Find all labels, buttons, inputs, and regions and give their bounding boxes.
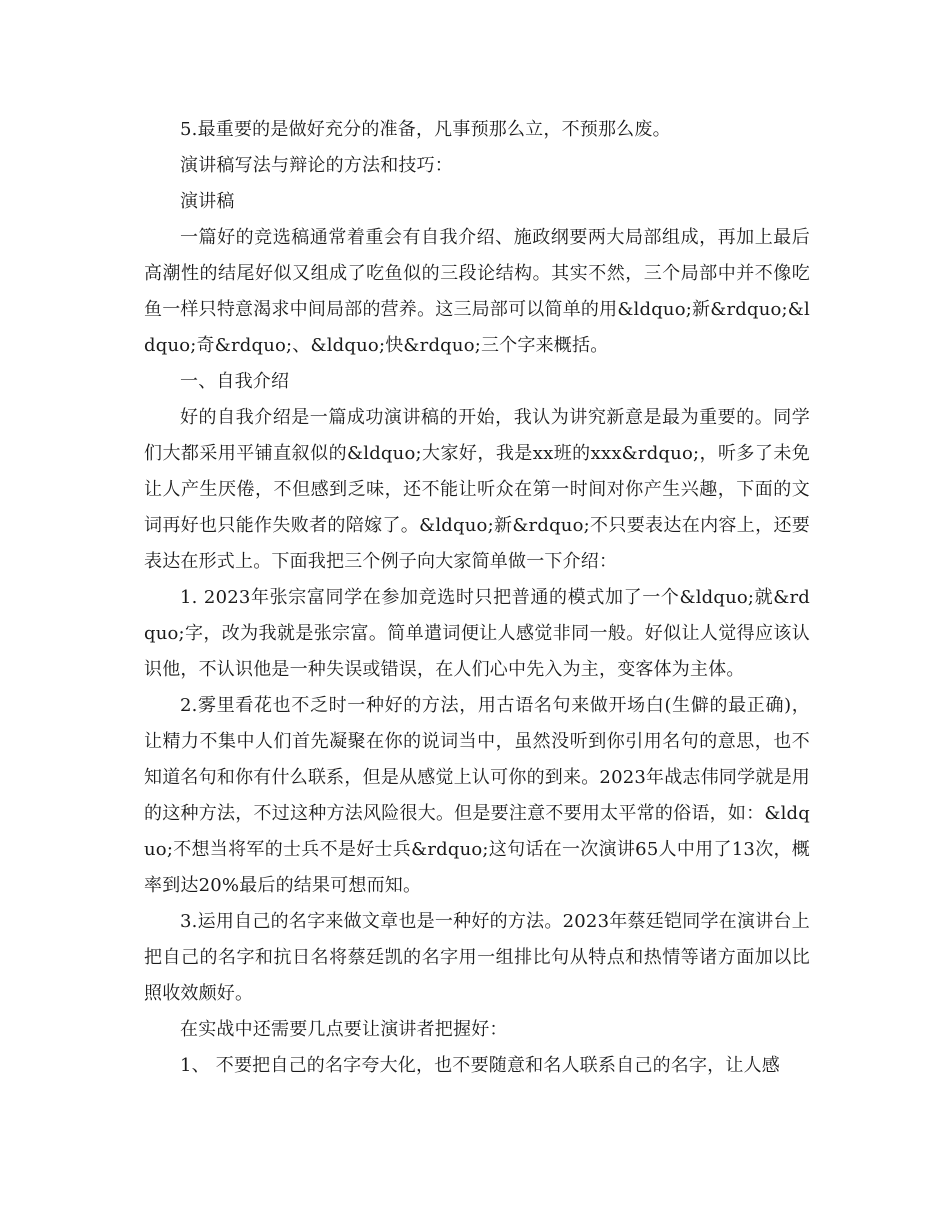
paragraph-example-3: 3.运用自己的名字来做文章也是一种好的方法。2023年蔡廷铠同学在演讲台上把自己的名字和抗日名将蔡廷凯的名字用一组排比句从特点和热情等诸方面加以比照收效颇好。 [144,911,810,1004]
paragraph-practice-points: 在实战中还需要几点要让演讲者把握好： [180,1019,508,1040]
paragraph-structure-intro: 一篇好的竞选稿通常着重会有自我介绍、施政纲要两大局部组成，再加上最后高潮性的结尾好似又组成了吃鱼似的三段论结构。其实不然，三个局部中并不像吃鱼一样只特意渴求中间局部的营养。这三局部可以简单的用&ldquo;新&rdquo;&ldquo;奇&rdquo;、&ldquo;快&rdquo;三个字来概括。 [144,227,810,356]
paragraph-self-intro-body: 好的自我介绍是一篇成功演讲稿的开始，我认为讲究新意是最为重要的。同学们大都采用平铺直叙似的&ldquo;大家好，我是xx班的xxx&rdquo;，听多了未免让人产生厌倦，不但感到乏味，还不能让听众在第一时间对你产生兴趣，下面的文词再好也只能作失败者的陪嫁了。&ldquo;新&rdquo;不只要表达在内容上，还要表达在形式上。下面我把三个例子向大家简单做一下介绍： [144,407,810,572]
paragraph-example-2: 2.雾里看花也不乏时一种好的方法，用古语名句来做开场白(生僻的最正确)，让精力不集中人们首先凝聚在你的说词当中，虽然没听到你引用名句的意思，也不知道名句和你有什么联系，但是从感觉上认可你的到来。2023年战志伟同学就是用的这种方法，不过这种方法风险很大。但是要注意不要用太平常的俗语，如：&ldquo;不想当将军的士兵不是好士兵&rdquo;这句话在一次演讲65人中用了13次，概率到达20%最后的结果可想而知。 [144,695,810,896]
paragraph-section-heading: 演讲稿写法与辩论的方法和技巧： [180,155,453,176]
paragraph-heading-self-intro: 一、自我介绍 [180,371,290,392]
paragraph-preparation-tip: 5.最重要的是做好充分的准备，凡事预那么立，不预那么废。 [180,119,671,140]
paragraph-point-1: 1、 不要把自己的名字夸大化，也不要随意和名人联系自己的名字，让人感 [180,1055,780,1076]
paragraph-example-1: 1. 2023年张宗富同学在参加竞选时只把普通的模式加了一个&ldquo;就&rdquo;字，改为我就是张宗富。简单遣词便让人感觉非同一般。好似让人觉得应该认识他，不认识他是一种失误或错误，在人们心中先入为主，变客体为主体。 [144,587,810,680]
paragraph-subheading-speech: 演讲稿 [180,191,235,212]
document-body [144,112,810,1084]
